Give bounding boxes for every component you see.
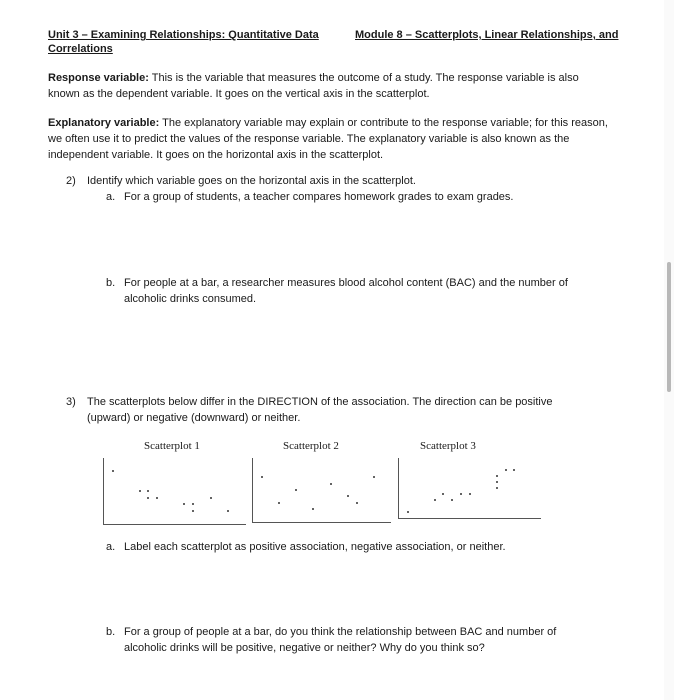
q2b-text: For people at a bar, a researcher measures blood alcohol content (BAC) and the number of alcoholic drinks consumed. — [124, 277, 568, 305]
scatter-point — [451, 499, 453, 501]
scatter-point — [192, 503, 194, 505]
response-text: This is the variable that measures the outcome of a study. The response variable is also known as the dependent variable. It goes on the vertical axis in the scatterplot. — [48, 72, 579, 100]
scatter-point — [295, 489, 297, 491]
scatter-point — [278, 502, 280, 504]
unit-title: Unit 3 – Examining Relationships: Quantitative Data — [48, 29, 319, 41]
scatter-point — [156, 497, 158, 499]
scatter-point — [312, 508, 314, 510]
scatter-point — [139, 490, 141, 492]
q3b-label: b. — [106, 626, 116, 638]
scatter-point — [210, 497, 212, 499]
q2b-label: b. — [106, 277, 116, 289]
scatter-point — [147, 497, 149, 499]
q3-text: The scatterplots below differ in the DIRECTION of the association. The direction can be positive (upward) or negative (downward) or neither. — [87, 396, 553, 424]
scatter-point — [112, 470, 114, 472]
module-title: Module 8 – Scatterplots, Linear Relationships, and — [355, 29, 619, 41]
scatter-point — [356, 502, 358, 504]
scatter-point — [192, 510, 194, 512]
scatter-point — [505, 469, 507, 471]
scrollbar-track[interactable] — [664, 0, 674, 700]
scatter-point — [407, 511, 409, 513]
scatter-point — [347, 495, 349, 497]
scatter-point — [496, 481, 498, 483]
scatterplot-3-title: Scatterplot 3 — [420, 440, 476, 452]
q3a-text: Label each scatterplot as positive association, negative association, or neither. — [124, 541, 506, 553]
scatter-point — [147, 490, 149, 492]
scatter-point — [469, 493, 471, 495]
scatter-point — [330, 483, 332, 485]
q2a-label: a. — [106, 191, 116, 203]
q3b-text: For a group of people at a bar, do you think the relationship between BAC and number of alcoholic drinks will be positive, negative or neither? Why do you think so? — [124, 626, 557, 654]
scatter-point — [261, 476, 263, 478]
scatterplot-2 — [252, 458, 391, 523]
scatter-point — [513, 469, 515, 471]
q3a-label: a. — [106, 541, 116, 553]
q2-text: Identify which variable goes on the horizontal axis in the scatterplot. — [87, 175, 416, 187]
q2-number: 2) — [66, 175, 76, 187]
explanatory-text: The explanatory variable may explain or contribute to the response variable; for this reason, we often use it to predict the values of the response variable. The explanatory variable is also known as the independent variable. It goes on the horizontal axis in the scatterplot. — [48, 117, 608, 161]
scatterplot-1 — [103, 458, 246, 525]
explanatory-definition — [48, 115, 608, 163]
explanatory-term: Explanatory variable: — [48, 117, 160, 129]
response-term: Response variable: — [48, 72, 149, 84]
response-definition — [48, 70, 608, 102]
scatter-point — [227, 510, 229, 512]
scatter-point — [496, 487, 498, 489]
scrollbar-thumb[interactable] — [667, 262, 671, 392]
scatter-point — [496, 475, 498, 477]
scatter-point — [183, 503, 185, 505]
scatter-point — [460, 493, 462, 495]
scatterplot-3 — [398, 458, 541, 519]
scatterplot-2-title: Scatterplot 2 — [283, 440, 339, 452]
q3-number: 3) — [66, 396, 76, 408]
scatter-point — [434, 499, 436, 501]
q2a-text: For a group of students, a teacher compares homework grades to exam grades. — [124, 191, 514, 203]
scatterplot-1-title: Scatterplot 1 — [144, 440, 200, 452]
scatter-point — [442, 493, 444, 495]
scatter-point — [373, 476, 375, 478]
unit-title-continued: Correlations — [48, 43, 113, 55]
